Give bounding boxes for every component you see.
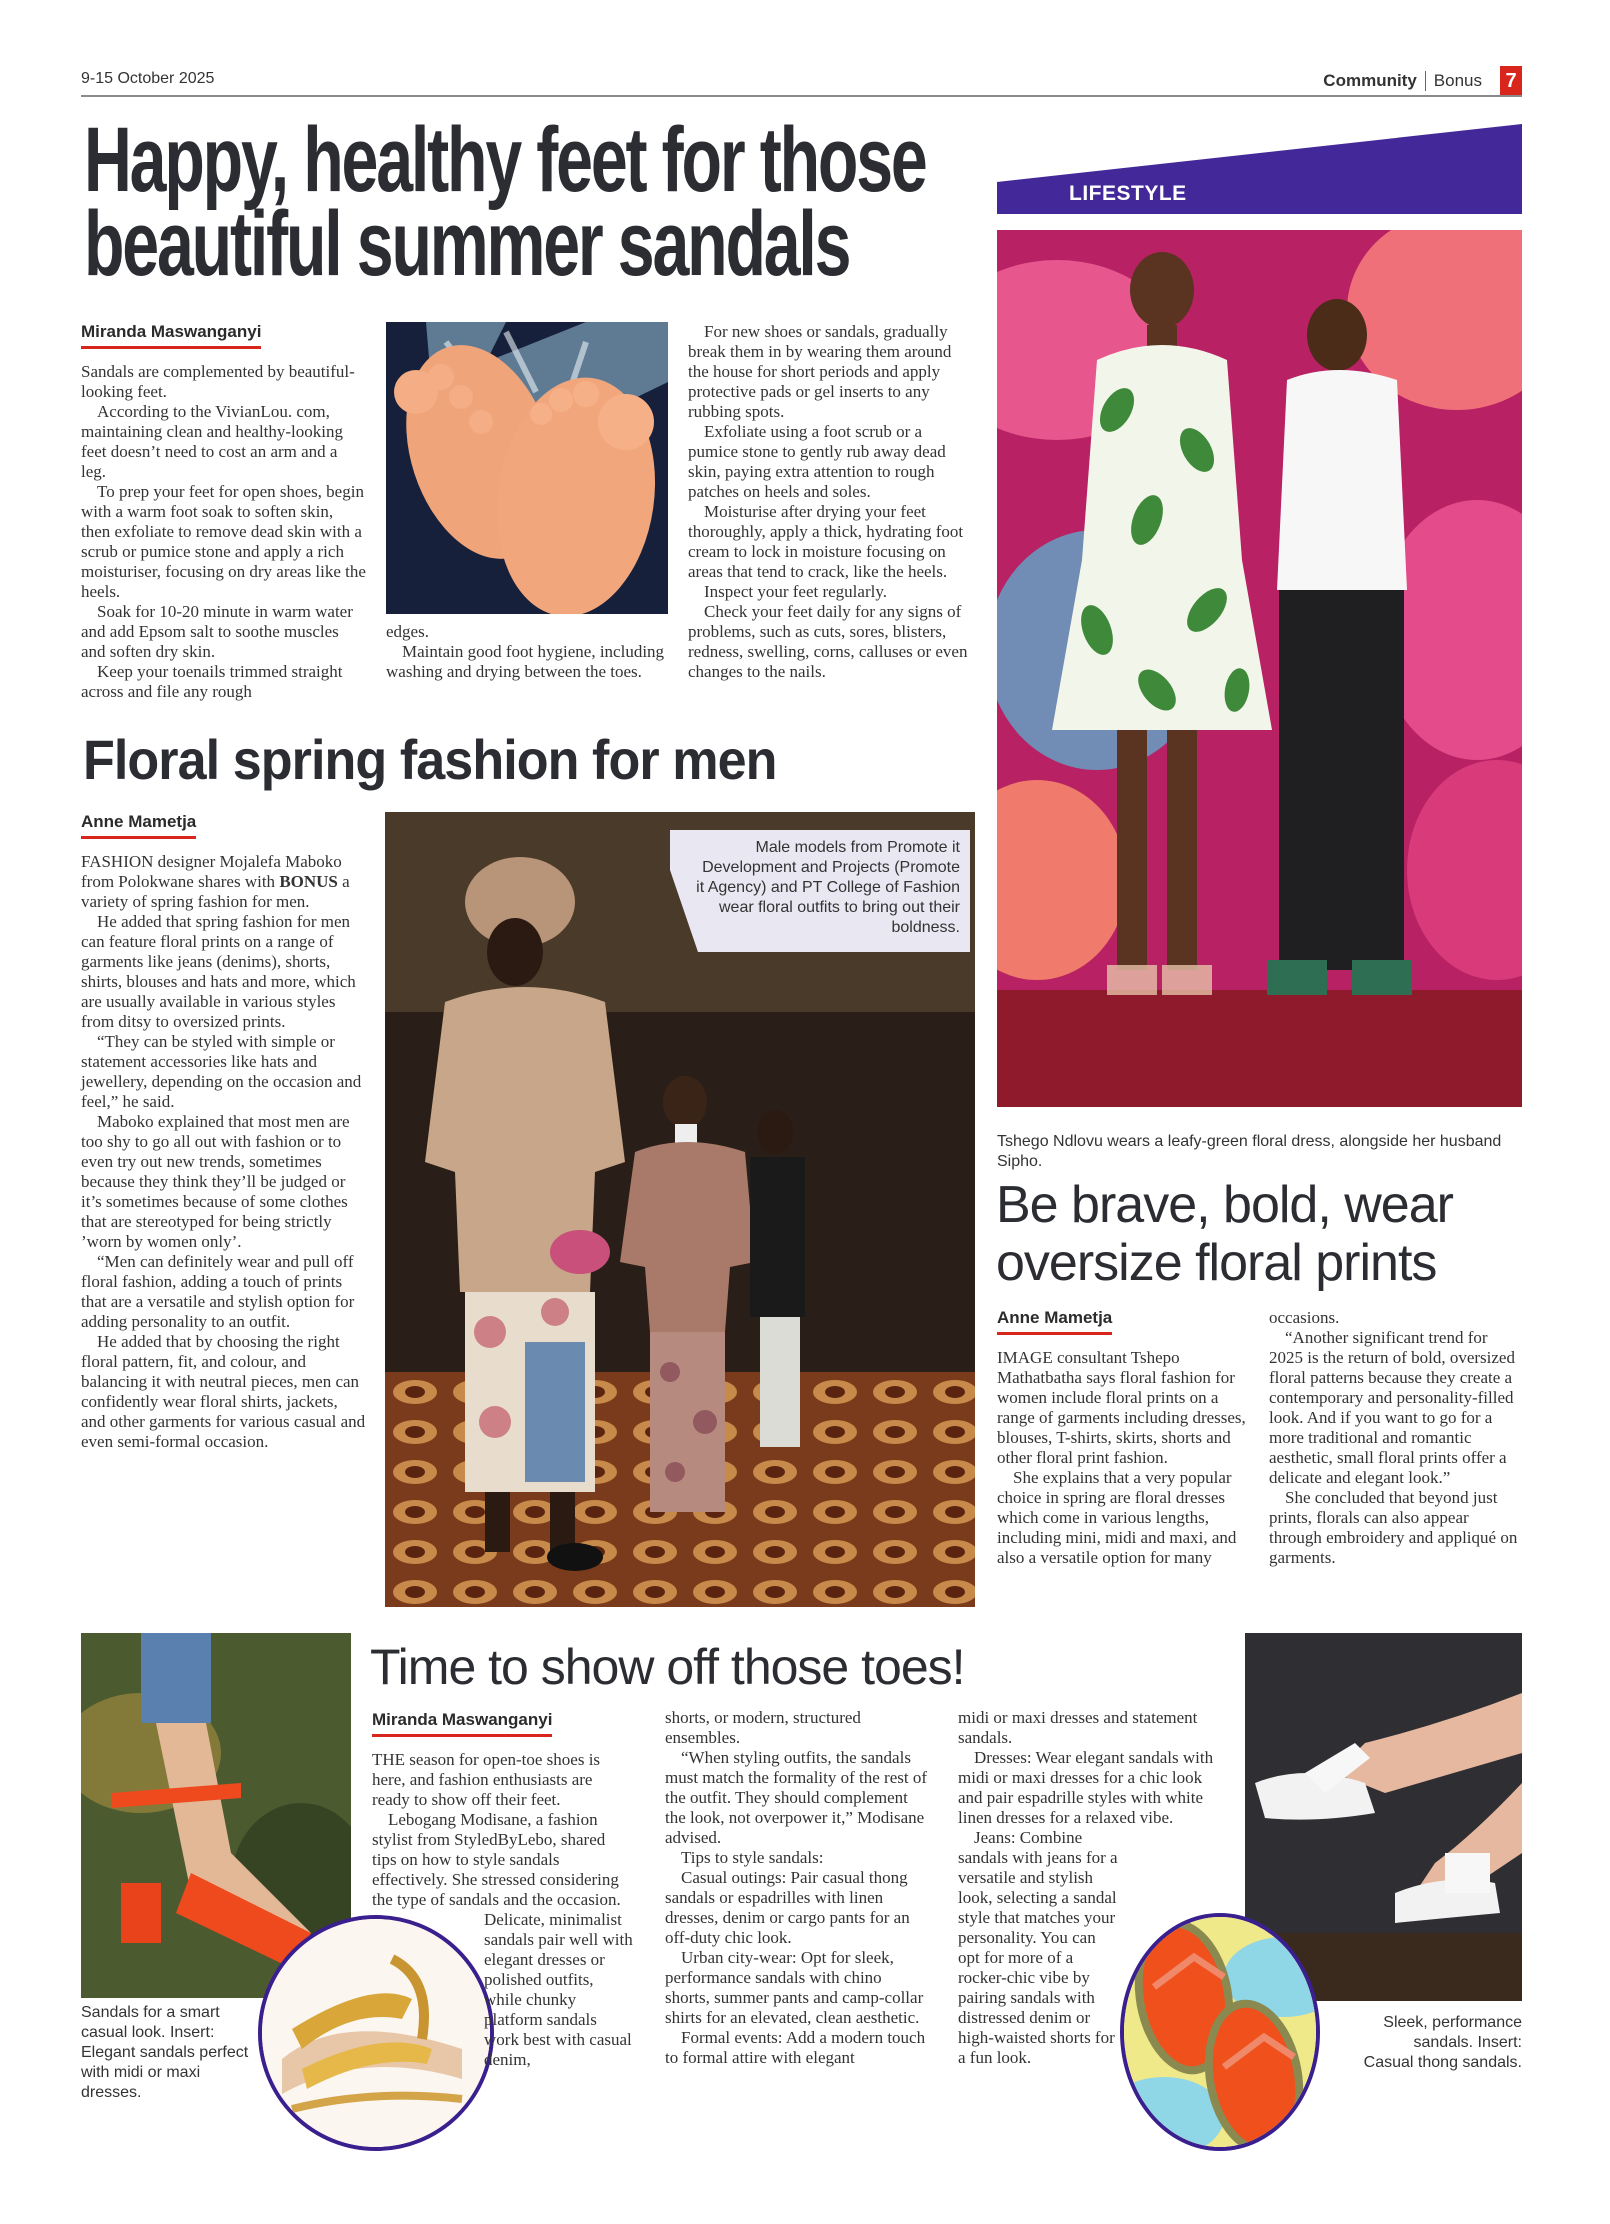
header-rule [81,95,1522,97]
paragraph: Lebogang Modisane, a fashion stylist from StyledByLebo, shared tips on how to style sandals effectively. She stressed considering the type of sandals and the occasion. [372,1810,621,1909]
paragraph: Sandals are complemented by beautiful-looking feet. [81,362,355,401]
feet-column-2 [386,622,668,682]
couple-floral-photo [997,230,1522,1107]
paragraph: To prep your feet for open shoes, begin with a warm foot soak to soften skin, then exfoliate to remove dead skin with a scrub or pumice stone and apply a rich moisturiser, focusing on dry areas like the heels. [81,482,366,601]
paragraph: “When styling outfits, the sandals must match the formality of the rest of the outfit. They should complement the look, not overpower it,” Modisane advised. [665,1748,928,1847]
paragraph: “Men can definitely wear and pull off floral fashion, adding a touch of prints that are a versatile and stylish option for adding personality to an outfit. [81,1252,355,1331]
publication-name: Bonus [1433,71,1482,90]
paragraph: Moisturise after drying your feet thoroughly, apply a thick, hydrating foot cream to lock in moisture focusing on areas that tend to crack, like the heels. [688,502,964,581]
paragraph: She explains that a very popular choice in spring are floral dresses which come in various lengths, including mini, midi and maxi, and also a versatile option for many [997,1468,1237,1567]
right-photo-caption: Sleek, performance sandals. Insert: Casual thong sandals. [1363,2014,1522,2071]
paragraph: Tips to style sandals: [681,1848,824,1867]
paragraph: occasions. [1269,1308,1340,1327]
headline-floral-men: Floral spring fashion for men [83,728,777,791]
section-name: Community [1323,71,1417,90]
couple-illustration [997,230,1522,1107]
left-photo-caption: Sandals for a smart casual look. Insert: Elegant sandals perfect with midi or maxi dresses. [81,2004,249,2101]
page-number: 7 [1500,66,1522,96]
byline: Anne Mametja [81,812,196,839]
headline-line: beautiful summer sandals [84,193,850,295]
paragraph: “Another significant trend for 2025 is the return of bold, oversized floral patterns because they create a contemporary and personality-filled look. And if you want to go for a more traditional and romantic aesthetic, small floral prints offer a delicate and elegant look.” [1269,1328,1515,1487]
lead-text: a variety of spring fashion for men. [81,872,350,911]
paragraph: Inspect your feet regularly. [704,582,887,601]
feet-column-3 [688,322,973,682]
paragraph: Soak for 10-20 minute in warm water and add Epsom salt to soothe muscles and soften dry skin. [81,602,353,661]
byline-toes [372,1710,552,1737]
paragraph: According to the VivianLou. com, maintaining clean and healthy-looking feet doesn’t need to cost an arm and a leg. [81,402,344,481]
paragraph: Maintain good foot hygiene, including washing and drying between the toes. [386,642,665,681]
lead-paragraph [81,852,366,912]
lifestyle-banner [997,124,1522,214]
publication-mention: BONUS [279,872,338,891]
paragraph: Exfoliate using a foot scrub or a pumice stone to gently rub away dead skin, paying extra attention to rough patches on heels and soles. [688,422,946,501]
headline-toes: Time to show off those toes! [370,1639,965,1695]
headline-oversize-floral: Be brave, bold, wear oversize floral prints [996,1176,1453,1292]
paragraph: Delicate, minimalist sandals pair well with elegant dresses or polished outfits, while chunky platform sandals work best with casual denim, [484,1910,633,2069]
models-photo-caption: Male models from Promote it Development and Projects (Promote it Agency) and PT College of Fashion wear floral outfits to bring out their boldness. [696,839,960,936]
paragraph: Formal events: Add a modern touch to formal attire with elegant [665,2028,926,2067]
paragraph: IMAGE consultant Tshepo Mathatbatha says floral fashion for women include floral prints on a range of garments including dresses, blouses, T-shirts, skirts, shorts and other floral print fashion. [997,1348,1246,1467]
paragraph: Check your feet daily for any signs of problems, such as cuts, sores, blisters, redness, swelling, corns, calluses or even changes to the nails. [688,602,968,681]
bare-feet-illustration [386,322,668,614]
headline-feet [84,109,1020,295]
paragraph: Maboko explained that most men are too shy to go all out with fashion or to even try out new trends, sometimes because they think they’ll be judged or it’s sometimes because of some clothes that are stereotyped for being strictly ’worn by women only’. [81,1112,350,1251]
section-label: LIFESTYLE [1069,182,1187,205]
oversize-column-2 [1269,1308,1524,1568]
byline-floral-men [81,812,196,839]
paragraph: He added that spring fashion for men can feature floral prints on a range of garments like jeans (denims), shorts, shirts, blouses and hats and more, which are usually available in various styles from ditsy to oversized prints. [81,912,356,1031]
toes-column-2 [665,1708,927,2068]
byline-feet [81,322,261,349]
toes-column-1 [372,1750,634,2070]
issue-date: 9-15 October 2025 [81,70,215,87]
couple-photo-caption: Tshego Ndlovu wears a leafy-green floral dress, alongside her husband Sipho. [997,1133,1502,1170]
paragraph: “They can be styled with simple or statement accessories like hats and jewellery, depending on the occasion and feel,” he said. [81,1032,362,1111]
thong-sandal-insert [1120,1913,1320,2151]
feet-column-1 [81,362,366,702]
paragraph: Urban city-wear: Opt for sleek, performance sandals with chino shorts, summer pants and camp-collar shirts for an elevated, clean aesthetic. [665,1948,924,2027]
headline-line: Happy, healthy feet for those [84,109,926,211]
paragraph: shorts, or modern, structured ensembles. [665,1708,861,1747]
paragraph: Jeans: Combine sandals with jeans for a versatile and stylish look, selecting a sandal style that matches your personality. You can opt for more of a rocker-chic vibe by pairing sandals with distressed denim or high-waisted shorts for a fun look. [958,1828,1118,2067]
paragraph: For new shoes or sandals, gradually break them in by wearing them around the house for short periods and apply protective pads or gel inserts to any rubbing spots. [688,322,952,421]
floral-men-column [81,852,366,1452]
divider [1425,71,1426,91]
thong-sandal-illustration [1124,1917,1316,2147]
models-caption-box [670,830,970,952]
section-header [1323,66,1522,96]
paragraph: Dresses: Wear elegant sandals with midi or maxi dresses for a chic look and pair espadrille styles with white linen dresses for a relaxed vibe. [958,1748,1214,1827]
byline: Miranda Maswanganyi [372,1710,552,1737]
byline: Miranda Maswanganyi [81,322,261,349]
paragraph: He added that by choosing the right floral pattern, fit, and colour, and balancing it with neutral pieces, men can confidently wear floral shirts, jackets, and other garments for various casual and even semi-formal occasion. [81,1332,366,1451]
byline: Anne Mametja [997,1308,1112,1335]
oversize-column-1 [997,1348,1252,1568]
feet-photo [386,322,668,614]
paragraph: Casual outings: Pair casual thong sandals or espadrilles with linen dresses, denim or cargo pants for an off-duty chic look. [665,1868,910,1947]
paragraph: THE season for open-toe shoes is here, and fashion enthusiasts are ready to show off their feet. [372,1750,601,1809]
paragraph: midi or maxi dresses and statement sandals. [958,1708,1198,1747]
paragraph: She concluded that beyond just prints, florals can also appear through embroidery and appliqué on garments. [1269,1488,1518,1567]
lead-text: FASHION designer Mojalefa Maboko from Polokwane shares with [81,852,342,891]
paragraph: edges. [386,622,429,641]
paragraph: Keep your toenails trimmed straight across and file any rough [81,662,343,701]
byline-oversize [997,1308,1112,1335]
